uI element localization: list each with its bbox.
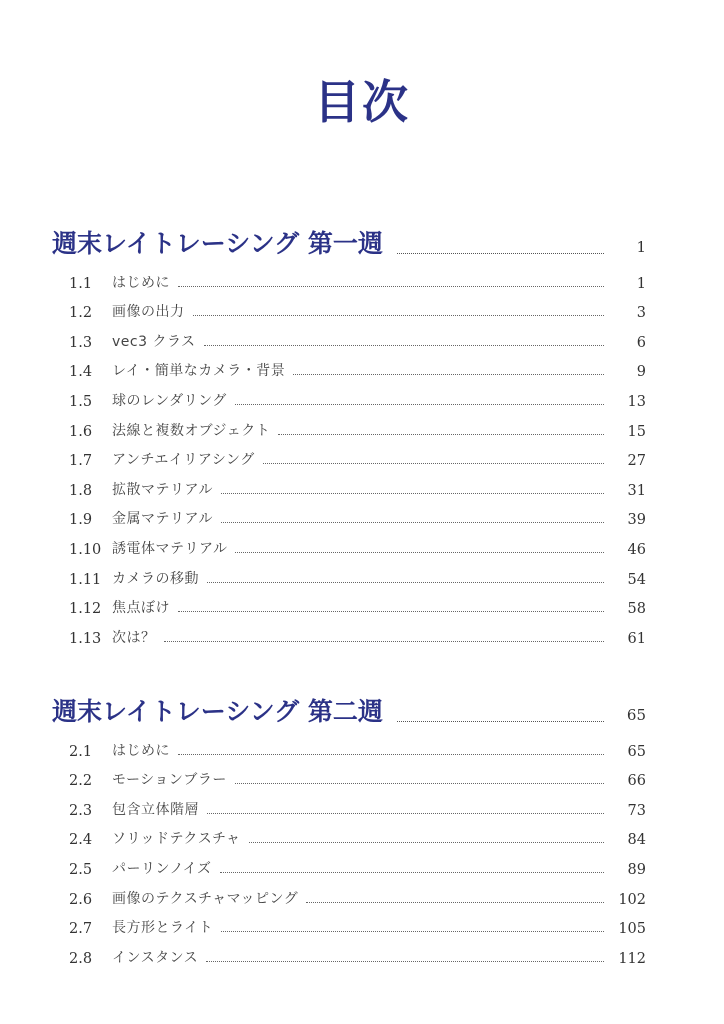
toc-entry[interactable] xyxy=(52,412,646,442)
entry-title: 次は？ xyxy=(112,629,156,646)
dot-leader xyxy=(263,463,604,464)
toc-entry[interactable] xyxy=(52,471,646,501)
toc-entry[interactable] xyxy=(52,791,646,821)
entry-page-number: 89 xyxy=(627,861,646,878)
dot-leader xyxy=(221,522,604,523)
dot-leader xyxy=(249,842,604,843)
toc-entry[interactable] xyxy=(52,382,646,412)
dot-leader xyxy=(397,253,604,254)
dot-leader xyxy=(278,434,604,435)
dot-leader xyxy=(178,286,604,287)
entry-number: 2.1 xyxy=(69,743,93,760)
entry-page-number: 3 xyxy=(636,305,646,322)
entry-page-number: 27 xyxy=(627,453,646,470)
dot-leader xyxy=(178,754,604,755)
entry-title: レイ・簡単なカメラ・背景 xyxy=(112,363,286,380)
entry-page-number: 15 xyxy=(627,423,646,440)
entry-title: 焦点ぼけ xyxy=(112,600,170,617)
dot-leader xyxy=(164,641,605,642)
chapter-heading[interactable] xyxy=(52,228,646,260)
dot-leader xyxy=(306,902,604,903)
entry-page-number: 6 xyxy=(636,334,646,351)
toc-entry[interactable] xyxy=(52,442,646,472)
entry-number: 1.3 xyxy=(69,334,93,351)
entry-number: 1.5 xyxy=(69,393,93,410)
entry-title: モーションブラー xyxy=(112,772,227,789)
chapter-page-number: 1 xyxy=(636,238,646,256)
entry-title: 拡散マテリアル xyxy=(112,481,213,498)
chapter-title: 週末レイトレーシング 第一週 xyxy=(52,229,383,258)
toc-entry[interactable] xyxy=(52,821,646,851)
entry-page-number: 58 xyxy=(627,601,646,618)
toc-entry[interactable] xyxy=(52,762,646,792)
dot-leader xyxy=(207,813,604,814)
dot-leader xyxy=(193,315,605,316)
dot-leader xyxy=(178,611,604,612)
dot-leader xyxy=(220,872,604,873)
entry-number: 2.8 xyxy=(69,950,93,967)
entry-page-number: 9 xyxy=(636,364,646,381)
dot-leader xyxy=(397,721,604,722)
toc-entry[interactable] xyxy=(52,850,646,880)
entry-number: 2.4 xyxy=(69,832,93,849)
toc-entry[interactable] xyxy=(52,619,646,649)
entry-number: 2.3 xyxy=(69,802,93,819)
entry-title: 画像の出力 xyxy=(112,304,185,321)
entry-page-number: 65 xyxy=(627,743,646,760)
dot-leader xyxy=(235,404,604,405)
entry-number: 1.9 xyxy=(69,512,93,529)
dot-leader xyxy=(293,374,604,375)
toc-entry[interactable] xyxy=(52,530,646,560)
entry-number: 1.2 xyxy=(69,305,93,322)
entry-number: 2.2 xyxy=(69,773,93,790)
chapter-section-2 xyxy=(52,696,646,969)
dot-leader xyxy=(221,493,604,494)
toc-entry[interactable] xyxy=(52,323,646,353)
toc-entry[interactable] xyxy=(52,560,646,590)
entry-title: 画像のテクスチャマッピング xyxy=(112,890,299,907)
entry-title: 法線と複数オブジェクト xyxy=(112,422,271,439)
entry-page-number: 84 xyxy=(627,832,646,849)
dot-leader xyxy=(235,552,604,553)
entry-number: 1.6 xyxy=(69,423,93,440)
entry-page-number: 13 xyxy=(627,393,646,410)
entry-title: 球のレンダリング xyxy=(112,392,227,409)
entry-page-number: 73 xyxy=(627,802,646,819)
toc-entry[interactable] xyxy=(52,910,646,940)
entry-title: 長方形とライト xyxy=(112,920,214,937)
entry-number: 1.8 xyxy=(69,482,93,499)
entry-page-number: 46 xyxy=(627,541,646,558)
entry-title: 金属マテリアル xyxy=(112,511,213,528)
entry-number: 2.7 xyxy=(69,921,93,938)
toc-entry[interactable] xyxy=(52,939,646,969)
entry-title: インスタンス xyxy=(112,949,199,966)
entry-page-number: 102 xyxy=(618,891,646,908)
entry-number: 1.7 xyxy=(69,453,93,470)
entry-title: 包含立体階層 xyxy=(112,801,199,818)
entry-page-number: 1 xyxy=(636,275,646,292)
entry-title: アンチエイリアシング xyxy=(112,452,255,469)
entry-number: 1.12 xyxy=(69,601,102,618)
entry-number: 1.4 xyxy=(69,364,93,381)
entry-title: vec3 クラス xyxy=(112,333,196,350)
entry-page-number: 31 xyxy=(627,482,646,499)
entry-title: カメラの移動 xyxy=(112,570,199,587)
entry-title: 誘電体マテリアル xyxy=(112,540,228,557)
dot-leader xyxy=(204,345,604,346)
entry-page-number: 112 xyxy=(618,950,646,967)
entry-number: 2.5 xyxy=(69,861,93,878)
toc-entry[interactable] xyxy=(52,590,646,620)
toc-entry[interactable] xyxy=(52,353,646,383)
chapter-section-1 xyxy=(52,228,646,649)
chapter-title: 週末レイトレーシング 第二週 xyxy=(52,697,383,726)
dot-leader xyxy=(207,582,604,583)
entry-number: 2.6 xyxy=(69,891,93,908)
entry-page-number: 105 xyxy=(618,921,646,938)
entry-number: 1.10 xyxy=(69,541,102,558)
entry-title: パーリンノイズ xyxy=(112,860,212,877)
toc-entry-list xyxy=(52,732,646,969)
chapter-heading[interactable] xyxy=(52,696,646,728)
entry-page-number: 54 xyxy=(627,571,646,588)
entry-title: はじめに xyxy=(112,274,170,291)
entry-page-number: 61 xyxy=(627,630,646,647)
toc-entry-list xyxy=(52,264,646,649)
entry-page-number: 66 xyxy=(627,773,646,790)
chapter-page-number: 65 xyxy=(626,706,646,724)
toc-entry[interactable] xyxy=(52,501,646,531)
dot-leader xyxy=(235,783,604,784)
dot-leader xyxy=(221,931,604,932)
entry-number: 1.11 xyxy=(69,571,102,588)
toc-entry[interactable] xyxy=(52,264,646,294)
toc-entry[interactable] xyxy=(52,294,646,324)
entry-number: 1.13 xyxy=(69,630,102,647)
page-title: 目次 xyxy=(314,75,410,129)
entry-number: 1.1 xyxy=(69,275,93,292)
entry-title: ソリッドテクスチャ xyxy=(112,831,241,848)
dot-leader xyxy=(206,961,604,962)
entry-title: はじめに xyxy=(112,742,170,759)
entry-page-number: 39 xyxy=(627,512,646,529)
toc-entry[interactable] xyxy=(52,880,646,910)
toc-entry[interactable] xyxy=(52,732,646,762)
